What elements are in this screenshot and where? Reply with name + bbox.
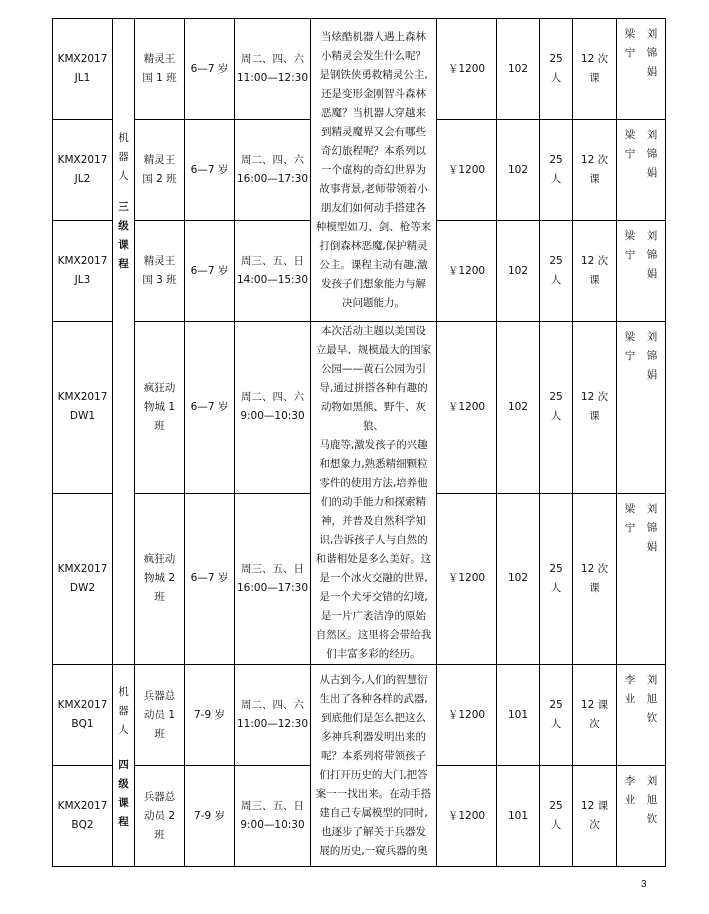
teacher-name-b: 刘锦娟	[646, 230, 658, 280]
room: 102	[497, 221, 540, 322]
class-size: 25 人	[540, 665, 573, 766]
description-line: 是钢铁侠勇救精灵公主,	[319, 68, 428, 81]
page-number: 3	[641, 879, 647, 890]
description-line: 一个虚构的奇幻世界为	[321, 163, 426, 176]
description-line: 本次活动主题以美国设	[321, 325, 426, 337]
teacher-name-a: 梁宁	[624, 129, 636, 160]
description-line: 奇幻旅程呢？本系列以	[321, 144, 426, 157]
teacher-name-b: 刘锦娟	[646, 331, 658, 381]
description-line: 展的历史,一窥兵器的奥	[319, 844, 428, 857]
teachers	[617, 493, 666, 665]
teacher-name-b: 刘旭钦	[646, 775, 658, 825]
course-code: KMX2017 DW1	[53, 322, 113, 494]
class-name: 兵器总 动员 1 班	[135, 665, 185, 766]
course-code: KMX2017 JL3	[53, 221, 113, 322]
category-robot-level3: 机 器 人 三 级 课 程	[113, 19, 135, 665]
description-line: 和谐相处是多么美好。这	[315, 553, 432, 565]
table-row	[53, 19, 666, 120]
schedule-time: 周二、四、六 11:00—12:30	[235, 19, 311, 120]
lesson-count: 12 次 课	[573, 322, 617, 494]
description-line: 公主。课程主动有趣,激	[319, 258, 428, 271]
description-line: 神，并普及自然科学知	[321, 515, 426, 527]
description-line: 是一个犬牙交错的幻境,	[319, 591, 428, 603]
description-line: 当炫酷机器人遇上森林	[321, 30, 426, 43]
room: 101	[497, 665, 540, 766]
teachers	[617, 322, 666, 494]
description-line: 是一片广袤洁净的原始	[321, 610, 426, 622]
teacher-name-b: 刘锦娟	[646, 28, 658, 78]
lesson-count: 12 次 课	[573, 221, 617, 322]
description-line: 们丰富多彩的经历。	[326, 648, 421, 660]
description-line: 和想象力,熟悉精细颗粒	[319, 458, 428, 470]
teacher-name-b: 刘旭钦	[646, 674, 658, 724]
age-range: 6—7 岁	[185, 322, 235, 494]
age-range: 6—7 岁	[185, 19, 235, 120]
description-line: 案一一找出来。在动手搭	[315, 787, 432, 800]
description-line: 还是变形金刚智斗森林	[321, 87, 426, 100]
class-size: 25 人	[540, 766, 573, 867]
description-line: 到底他们是怎么把这么	[321, 711, 426, 724]
schedule-time: 周三、五、日 9:00—10:30	[235, 766, 311, 867]
description-line: 自然区。这里将会带给我	[315, 629, 432, 641]
description-bingqi	[311, 665, 437, 867]
class-size: 25 人	[540, 221, 573, 322]
teacher-name-a: 梁宁	[624, 28, 636, 59]
category-robot-level4: 机 器 人 四 级 课 程	[113, 665, 135, 867]
class-name: 精灵王 国 3 班	[135, 221, 185, 322]
teacher-name-b: 刘锦娟	[646, 129, 658, 179]
description-line: 们打开历史的大门,把答	[319, 768, 428, 781]
lesson-count: 12 次 课	[573, 493, 617, 665]
description-line: 决问题能力。	[342, 296, 405, 309]
teachers	[617, 665, 666, 766]
teacher-name-a: 李业	[624, 775, 636, 806]
description-line: 种模型如刀、剑、枪等来	[315, 220, 432, 233]
description-line: 呢？本系列将带领孩子	[321, 749, 426, 762]
age-range: 6—7 岁	[185, 221, 235, 322]
teachers	[617, 221, 666, 322]
description-line: 建自己专属模型的同时,	[319, 806, 428, 819]
price: ￥1200	[437, 493, 497, 665]
price: ￥1200	[437, 120, 497, 221]
class-size: 25 人	[540, 19, 573, 120]
description-jingling	[311, 19, 437, 322]
room: 102	[497, 493, 540, 665]
class-name: 精灵王 国 1 班	[135, 19, 185, 120]
description-line: 零件的使用方法,培养他	[319, 477, 428, 489]
description-line: 生出了各种各样的武器,	[319, 692, 428, 705]
lesson-count: 12 次 课	[573, 19, 617, 120]
teacher-name-b: 刘锦娟	[646, 502, 658, 553]
description-line: 小精灵会发生什么呢？	[321, 49, 426, 62]
room: 102	[497, 322, 540, 494]
course-code: KMX2017 JL1	[53, 19, 113, 120]
description-line: 到精灵魔界又会有哪些	[321, 125, 426, 138]
description-line: 是一个冰火交融的世界,	[319, 572, 428, 584]
teachers	[617, 120, 666, 221]
age-range: 6—7 岁	[185, 493, 235, 665]
schedule-time: 周三、五、日 16:00—17:30	[235, 493, 311, 665]
table-row	[53, 322, 666, 494]
price: ￥1200	[437, 665, 497, 766]
age-range: 7-9 岁	[185, 665, 235, 766]
description-dongwu	[311, 322, 437, 665]
class-name: 精灵王 国 2 班	[135, 120, 185, 221]
class-name: 疯狂动 物城 1 班	[135, 322, 185, 494]
description-line: 打倒森林恶魔,保护精灵	[319, 239, 428, 252]
description-line: 们的动手能力和探索精	[321, 496, 426, 508]
lesson-count: 12 次 课	[573, 120, 617, 221]
room: 102	[497, 120, 540, 221]
course-code: KMX2017 JL2	[53, 120, 113, 221]
description-line: 公园——黄石公园为引	[321, 363, 426, 375]
price: ￥1200	[437, 322, 497, 494]
price: ￥1200	[437, 221, 497, 322]
lesson-count: 12 课 次	[573, 766, 617, 867]
description-line: 从古到今,人们的智慧衍	[319, 673, 428, 686]
class-name: 疯狂动 物城 2 班	[135, 493, 185, 665]
description-line: 导,通过拼搭各种有趣的	[319, 382, 428, 394]
class-name: 兵器总 动员 2 班	[135, 766, 185, 867]
class-size: 25 人	[540, 120, 573, 221]
course-code: KMX2017 BQ1	[53, 665, 113, 766]
course-schedule-table	[52, 18, 666, 867]
room: 101	[497, 766, 540, 867]
description-line: 多神兵利器发明出来的	[321, 730, 426, 743]
teacher-name-a: 梁宁	[624, 331, 636, 362]
schedule-time: 周二、四、六 16:00—17:30	[235, 120, 311, 221]
lesson-count: 12 课 次	[573, 665, 617, 766]
schedule-time: 周二、四、六 11:00—12:30	[235, 665, 311, 766]
age-range: 6—7 岁	[185, 120, 235, 221]
description-line: 发孩子们想象能力与解	[321, 277, 426, 290]
description-line: 恶魔？当机器人穿越来	[321, 106, 426, 119]
teachers	[617, 766, 666, 867]
room: 102	[497, 19, 540, 120]
age-range: 7-9 岁	[185, 766, 235, 867]
course-code: KMX2017 BQ2	[53, 766, 113, 867]
teacher-name-a: 梁宁	[624, 230, 636, 261]
description-line: 也逐步了解关于兵器发	[321, 825, 426, 838]
description-line: 故事背景,老师带领着小	[319, 182, 428, 195]
class-size: 25 人	[540, 322, 573, 494]
teacher-name-a: 梁宁	[624, 502, 636, 534]
price: ￥1200	[437, 766, 497, 867]
teachers	[617, 19, 666, 120]
schedule-time: 周三、五、日 14:00—15:30	[235, 221, 311, 322]
description-line: 动物如黑熊、野牛、灰狼、	[321, 401, 426, 432]
description-line: 识,告诉孩子人与自然的	[319, 534, 428, 546]
course-code: KMX2017 DW2	[53, 493, 113, 665]
description-line: 朋友们如何动手搭建各	[321, 201, 426, 214]
class-size: 25 人	[540, 493, 573, 665]
teacher-name-a: 李业	[624, 674, 636, 705]
schedule-time: 周二、四、六 9:00—10:30	[235, 322, 311, 494]
description-line: 立最早、规模最大的国家	[315, 344, 432, 356]
price: ￥1200	[437, 19, 497, 120]
description-line: 马鹿等,激发孩子的兴趣	[319, 439, 428, 451]
table-row	[53, 665, 666, 766]
